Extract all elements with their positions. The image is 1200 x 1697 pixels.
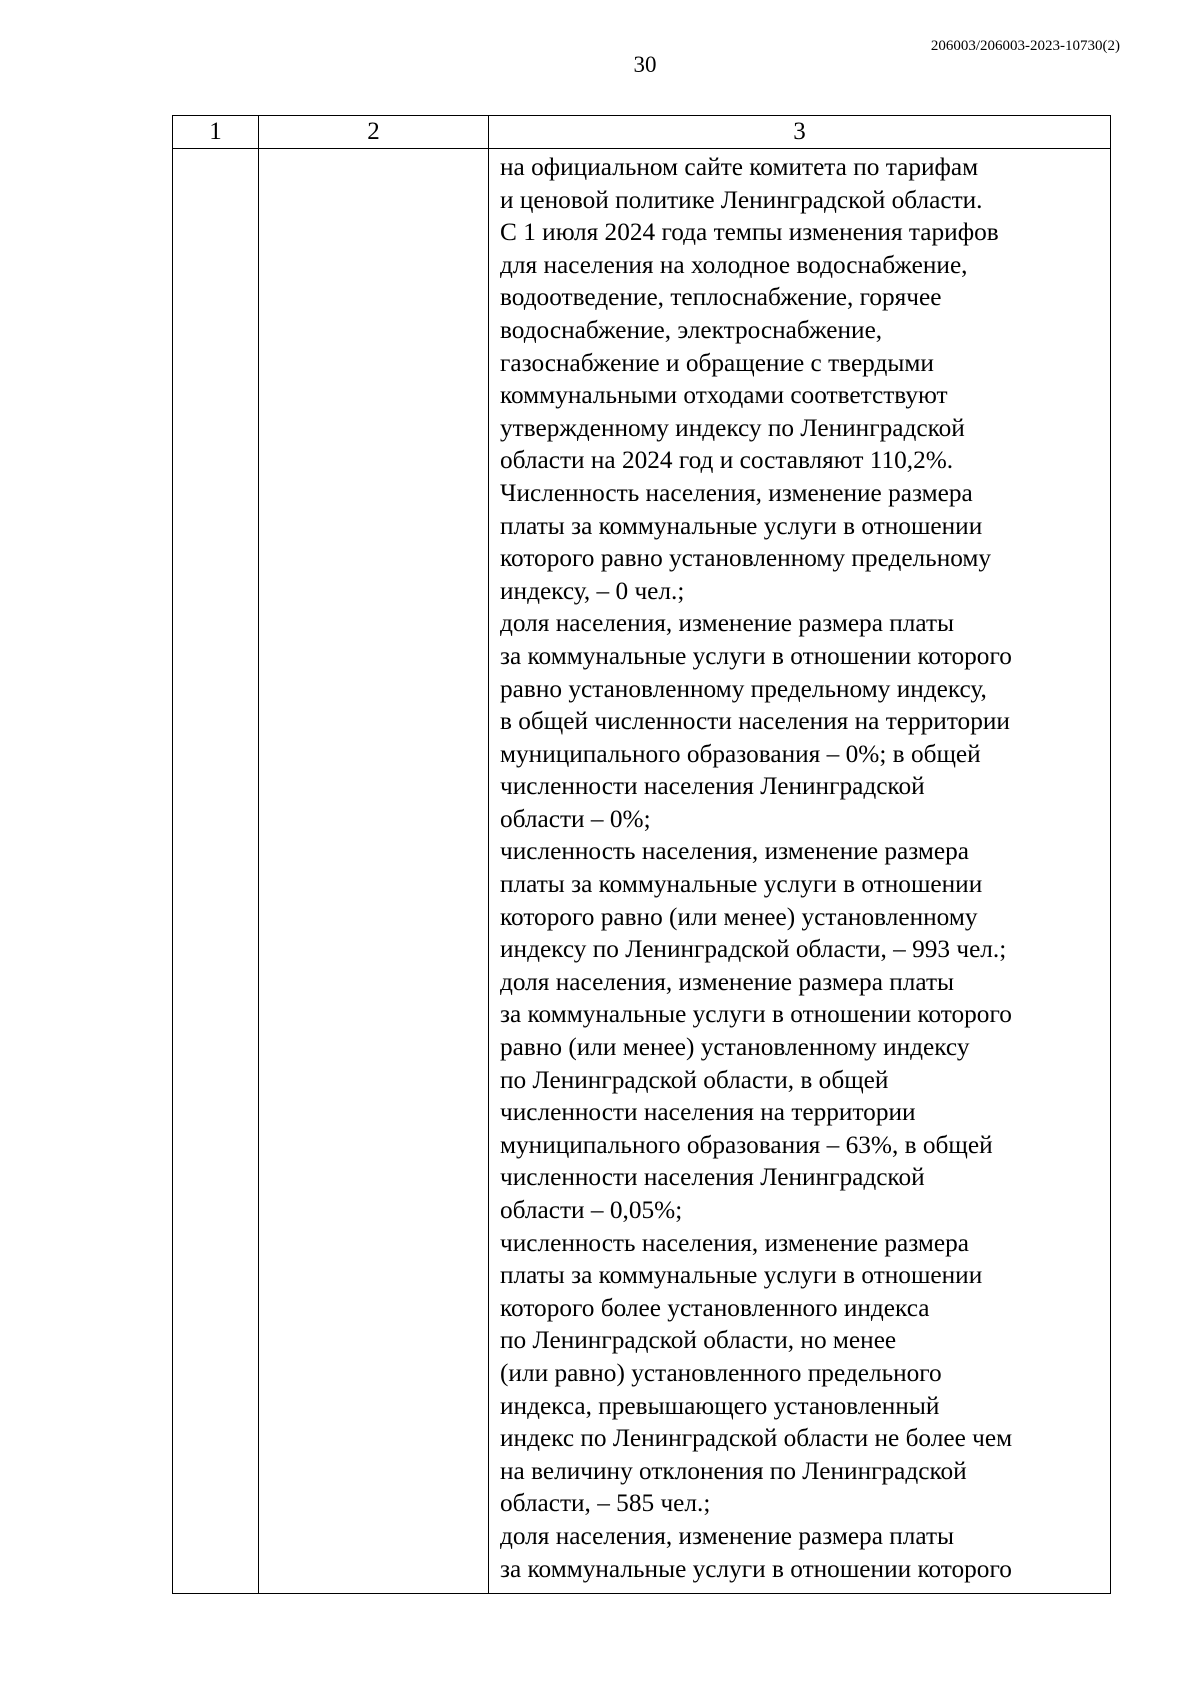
text-line: которого равно (или менее) установленному	[500, 902, 978, 931]
document-id: 206003/206003-2023-10730(2)	[930, 38, 1120, 54]
text-line: газоснабжение и обращение с твердыми	[500, 348, 934, 377]
text-line: которого более установленного индекса	[500, 1293, 930, 1322]
text-line: платы за коммунальные услуги в отношении	[500, 1261, 983, 1290]
text-line: доля населения, изменение размера платы	[500, 1521, 955, 1550]
column-header-2: 2	[259, 116, 489, 149]
main-table	[172, 115, 1111, 1594]
text-line: области – 0%;	[500, 804, 651, 833]
text-line: равно (или менее) установленному индексу	[500, 1033, 970, 1062]
text-line: которого равно установленному предельному	[500, 544, 992, 573]
text-line: водоснабжение, электроснабжение,	[500, 315, 883, 344]
text-line: платы за коммунальные услуги в отношении	[500, 511, 983, 540]
text-line: индекса, превышающего установленный	[500, 1391, 940, 1420]
text-line: водоотведение, теплоснабжение, горячее	[500, 283, 942, 312]
text-line: численности населения на территории	[500, 1098, 916, 1127]
text-line: муниципального образования – 63%, в общей	[500, 1130, 993, 1159]
text-line: за коммунальные услуги в отношении которого	[500, 1000, 1012, 1029]
column-header-3: 3	[489, 116, 1111, 149]
text-line: области, – 585 чел.;	[500, 1489, 711, 1518]
text-line: С 1 июля 2024 года темпы изменения тарифов	[500, 218, 999, 247]
text-line: индексу, – 0 чел.;	[500, 576, 685, 605]
page-number: 30	[633, 52, 657, 77]
column-header-1: 1	[173, 116, 259, 149]
text-line: численность населения, изменение размера	[500, 1228, 970, 1257]
text-line: муниципального образования – 0%; в общей	[500, 739, 981, 768]
text-line: индекс по Ленинградской области не более чем	[500, 1424, 1013, 1453]
text-line: на официальном сайте комитета по тарифам	[500, 153, 979, 181]
text-line: равно установленному предельному индексу,	[500, 674, 987, 703]
text-line: численности населения Ленинградской	[500, 1163, 925, 1192]
text-line: на величину отклонения по Ленинградской	[500, 1456, 967, 1485]
text-line: коммунальными отходами соответствуют	[500, 381, 948, 410]
text-line: в общей численности населения на территории	[500, 707, 1010, 736]
text-line: доля населения, изменение размера платы	[500, 967, 955, 996]
text-line: утвержденному индексу по Ленинградской	[500, 413, 965, 442]
text-line: платы за коммунальные услуги в отношении	[500, 870, 983, 899]
text-line: (или равно) установленного предельного	[500, 1358, 942, 1387]
text-line: за коммунальные услуги в отношении которого	[500, 1554, 1012, 1583]
text-line: индексу по Ленинградской области, – 993 чел.;	[500, 935, 1007, 964]
text-line: за коммунальные услуги в отношении которого	[500, 641, 1012, 670]
text-line: области на 2024 год и составляют 110,2%.	[500, 446, 954, 475]
text-line: доля населения, изменение размера платы	[500, 609, 955, 638]
cell-col-2	[259, 149, 489, 1594]
cell-col-1	[173, 149, 259, 1594]
cell-col-3-text	[489, 149, 1110, 1585]
text-line: по Ленинградской области, но менее	[500, 1326, 897, 1355]
text-line: для населения на холодное водоснабжение,	[500, 250, 968, 279]
cell-col-3	[489, 149, 1111, 1594]
text-line: Численность населения, изменение размера	[500, 478, 973, 507]
table-header-row	[173, 116, 1111, 149]
text-line: по Ленинградской области, в общей	[500, 1065, 889, 1094]
table-row	[173, 149, 1111, 1594]
text-line: области – 0,05%;	[500, 1196, 683, 1224]
text-line: и ценовой политике Ленинградской области.	[500, 185, 983, 214]
text-line: численность населения, изменение размера	[500, 837, 970, 866]
text-line: численности населения Ленинградской	[500, 772, 925, 801]
